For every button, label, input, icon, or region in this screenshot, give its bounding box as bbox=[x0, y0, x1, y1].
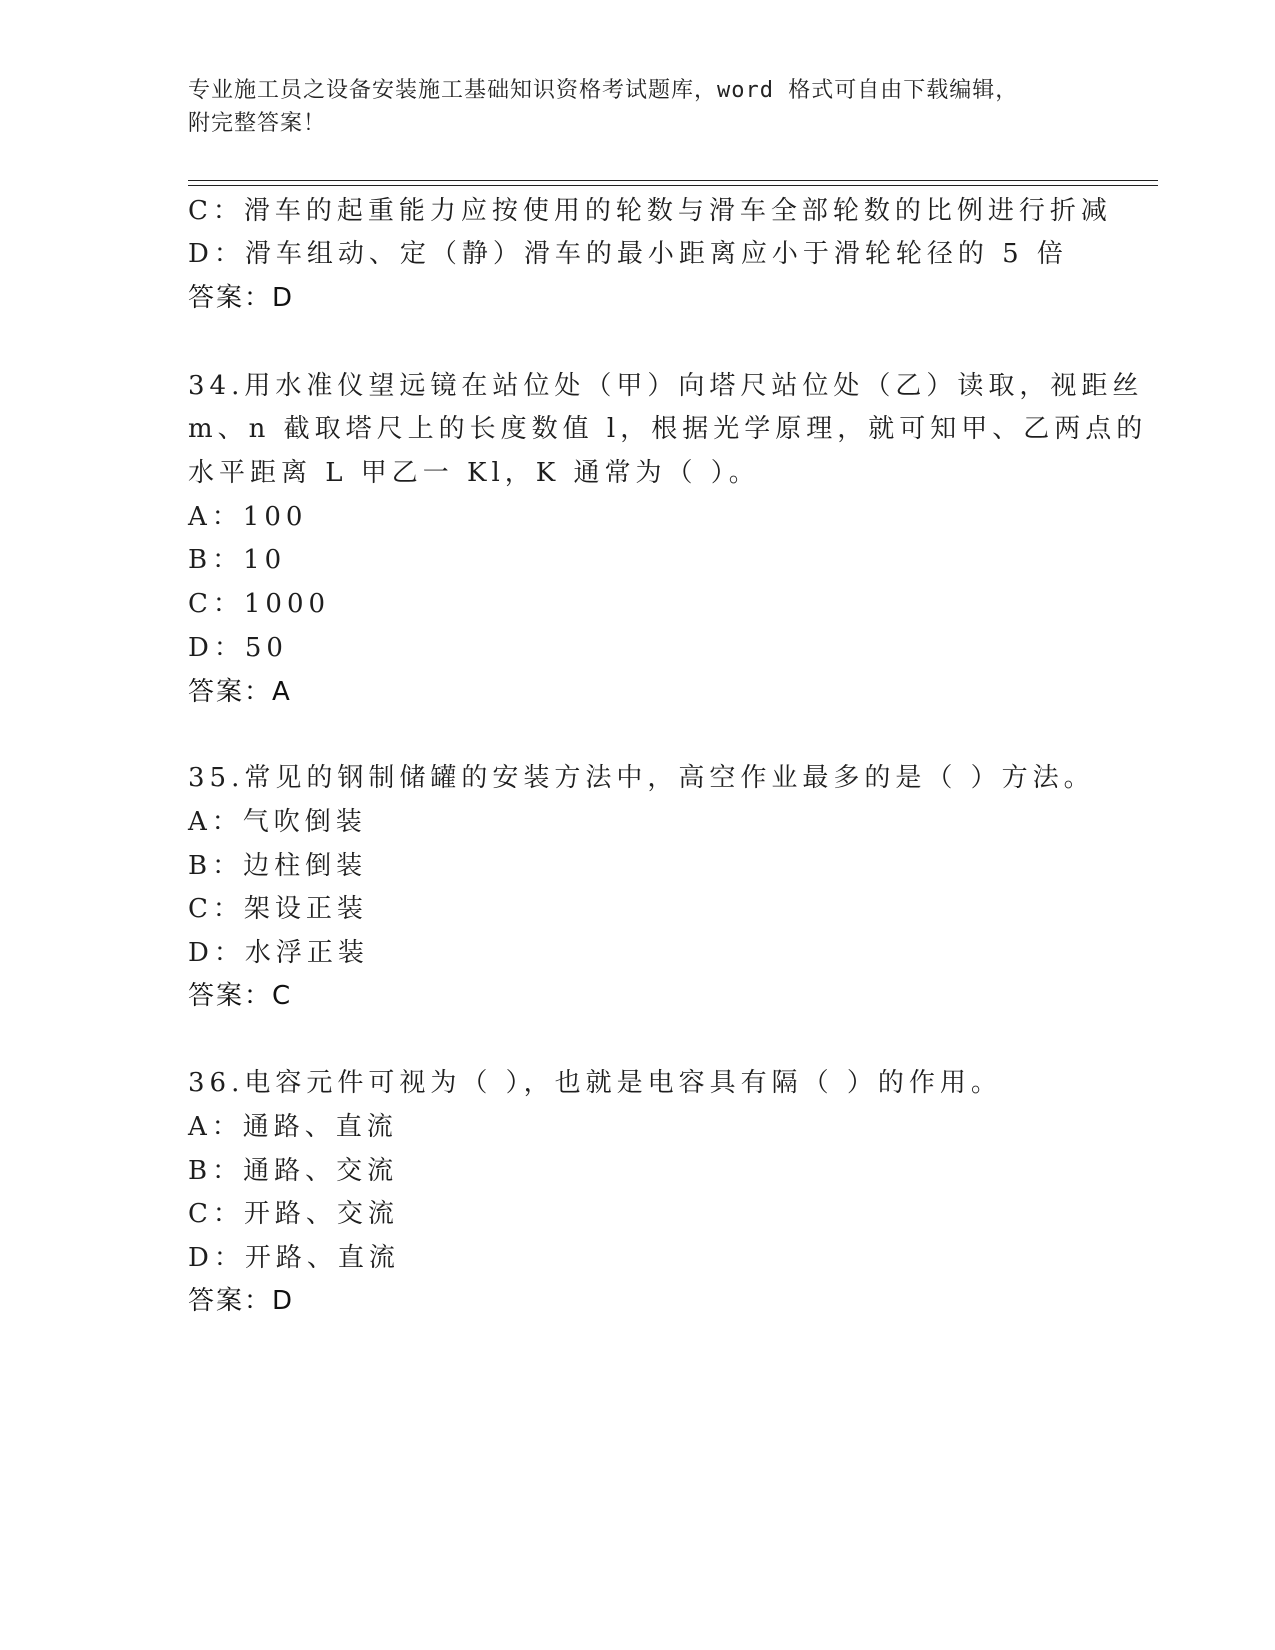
q36-answer: 答案：D bbox=[188, 1286, 295, 1316]
q36-option-c: C：开路、交流 bbox=[188, 1199, 399, 1229]
q34-stem-line-1: 34.用水准仪望远镜在站位处（甲）向塔尺站位处（乙）读取，视距丝 bbox=[188, 371, 1144, 401]
q35-answer: 答案：C bbox=[188, 981, 293, 1011]
prev-answer: 答案：D bbox=[188, 283, 295, 313]
q36-option-a: A：通路、直流 bbox=[188, 1112, 398, 1142]
header-divider-top bbox=[188, 180, 1158, 181]
prev-option-d: D：滑车组动、定（静）滑车的最小距离应小于滑轮轮径的 5 倍 bbox=[188, 239, 1068, 269]
q35-option-b: B：边柱倒装 bbox=[188, 851, 368, 881]
header-divider-bottom bbox=[188, 185, 1158, 186]
q36-option-d: D：开路、直流 bbox=[188, 1243, 400, 1273]
header-line-2: 附完整答案！ bbox=[188, 111, 327, 136]
q34-option-c: C：1000 bbox=[188, 589, 331, 619]
document-header bbox=[188, 74, 1068, 140]
q36-option-b: B：通路、交流 bbox=[188, 1156, 399, 1186]
q34-option-d: D：50 bbox=[188, 633, 288, 663]
prev-option-c: C：滑车的起重能力应按使用的轮数与滑车全部轮数的比例进行折减 bbox=[188, 196, 1112, 226]
q35-stem: 35.常见的钢制储罐的安装方法中，高空作业最多的是（ ）方法。 bbox=[188, 763, 1095, 793]
q34-stem-line-3: 水平距离 L 甲乙一 Kl，K 通常为（ ）。 bbox=[188, 458, 760, 488]
q35-option-d: D：水浮正装 bbox=[188, 938, 369, 968]
q35-option-c: C：架设正装 bbox=[188, 894, 368, 924]
q34-option-a: A：100 bbox=[188, 502, 308, 532]
q36-stem: 36.电容元件可视为（ ），也就是电容具有隔（ ）的作用。 bbox=[188, 1068, 1002, 1098]
q34-stem-line-2: m、n 截取塔尺上的长度数值 l，根据光学原理，就可知甲、乙两点的 bbox=[188, 414, 1148, 444]
q35-option-a: A：气吹倒装 bbox=[188, 807, 367, 837]
q34-option-b: B：10 bbox=[188, 545, 287, 575]
header-line-1: 专业施工员之设备安装施工基础知识资格考试题库，word 格式可自由下载编辑， bbox=[188, 78, 1019, 103]
q34-answer: 答案：A bbox=[188, 677, 292, 707]
